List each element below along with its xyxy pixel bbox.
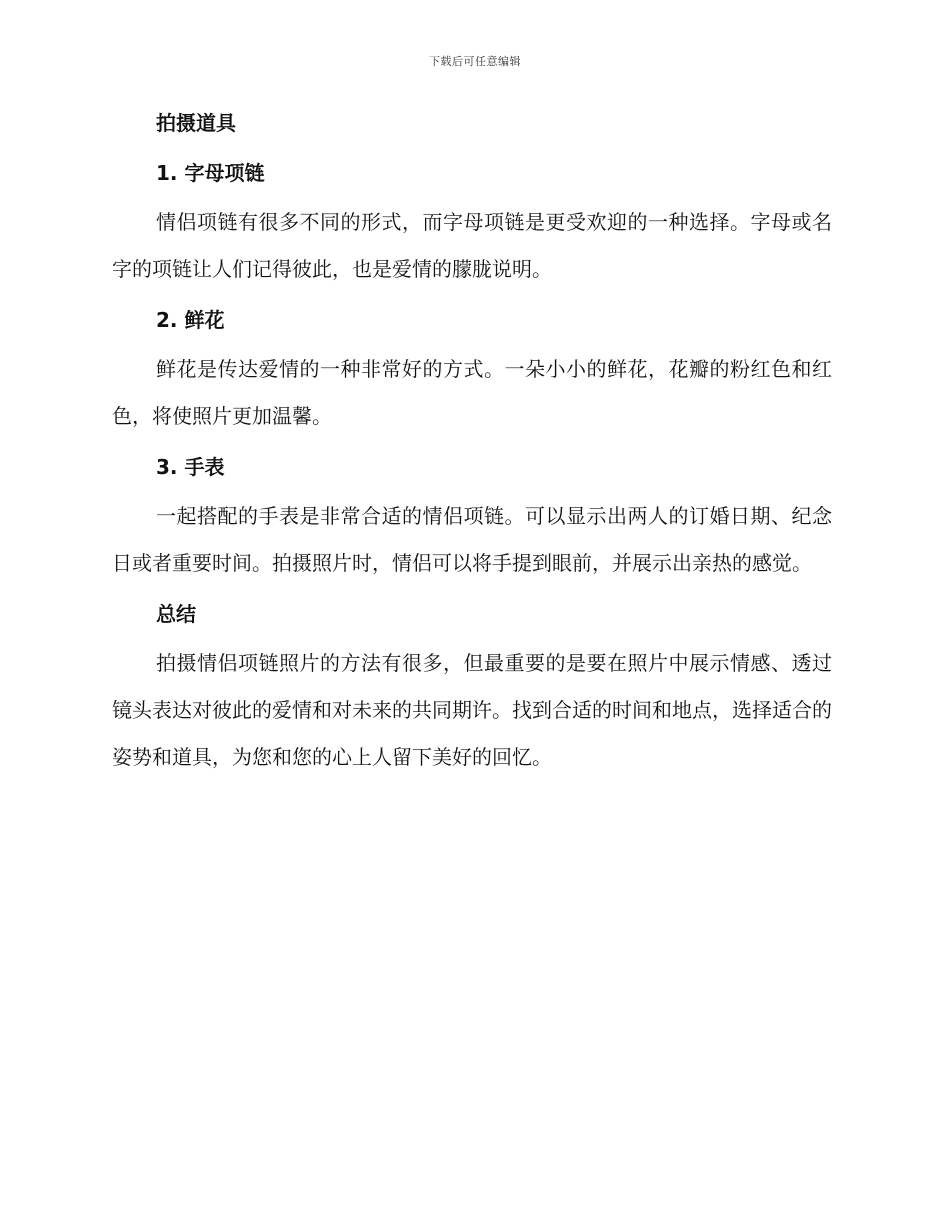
summary-body: 拍摄情侣项链照片的方法有很多，但最重要的是要在照片中展示情感、透过镜头表达对彼此的爱情和对未来的共同期许。找到合适的时间和地点，选择适合的姿势和道具，为您和您的心上人留下美好的回忆。 [112,651,832,769]
item-heading-necklace: 1. 字母项链 [156,161,265,185]
item-body-watch: 一起搭配的手表是非常合适的情侣项链。可以显示出两人的订婚日期、纪念日或者重要时间。拍摄照片时，情侣可以将手提到眼前，并展示出亲热的感觉。 [112,504,832,575]
section-title: 拍摄道具 [156,111,236,135]
item-body-flowers: 鲜花是传达爱情的一种非常好的方式。一朵小小的鲜花，花瓣的粉红色和红色，将使照片更加温馨。 [112,357,832,428]
item-body-necklace: 情侣项链有很多不同的形式，而字母项链是更受欢迎的一种选择。字母或名字的项链让人们记得彼此，也是爱情的朦胧说明。 [112,210,832,281]
document-body [112,108,832,781]
summary-title: 总结 [156,602,196,626]
item-heading-flowers: 2. 鲜花 [156,308,225,332]
page-header: 下载后可任意编辑 [429,55,521,68]
item-heading-watch: 3. 手表 [156,455,225,479]
